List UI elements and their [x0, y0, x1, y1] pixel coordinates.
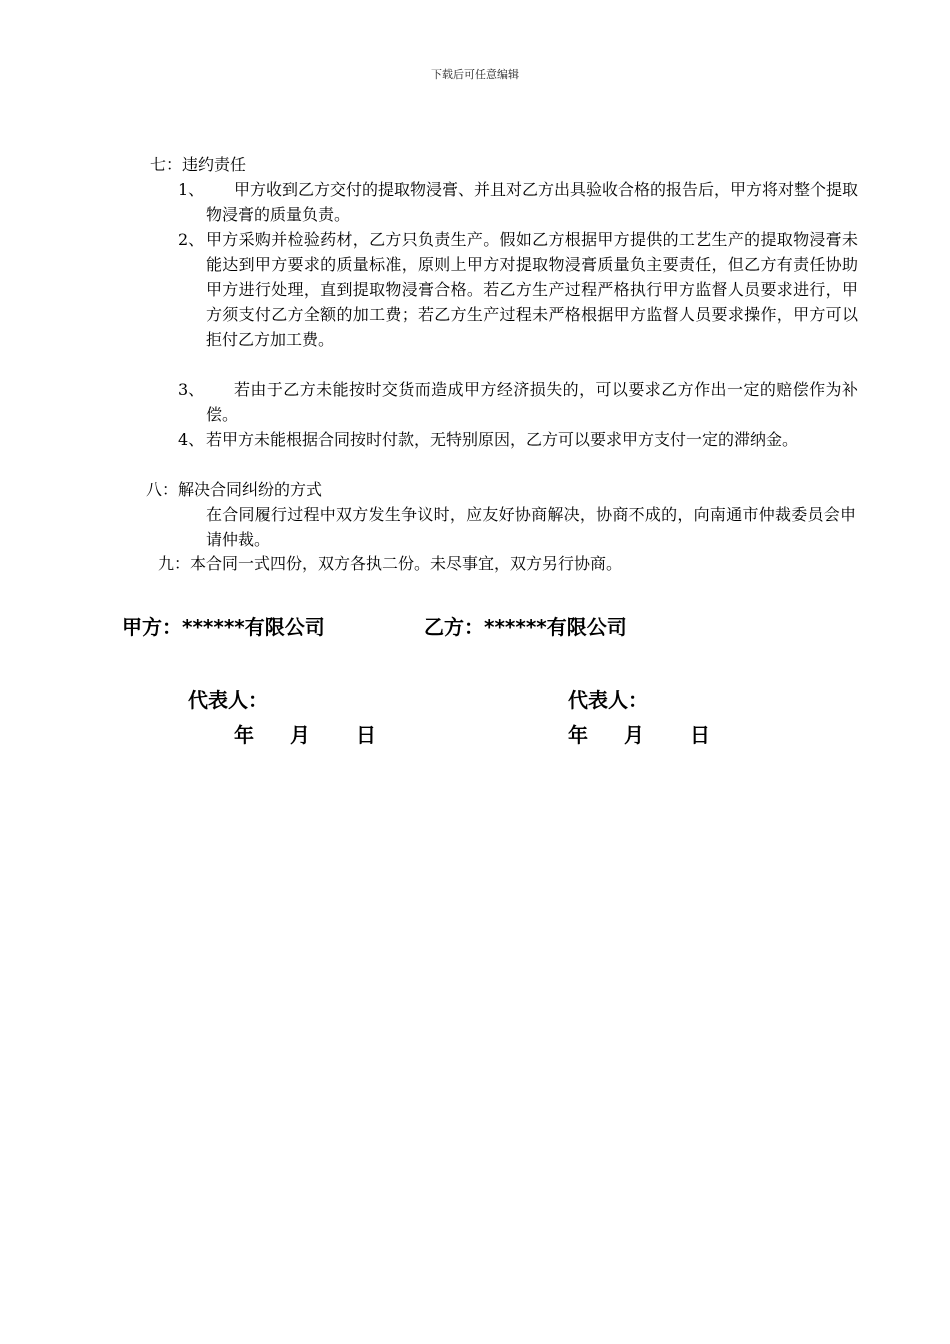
item-text: 若甲方未能根据合同按时付款，无特别原因，乙方可以要求甲方支付一定的滞纳金。	[206, 430, 799, 449]
date-month: 月	[624, 723, 644, 747]
party-a-date	[234, 719, 376, 748]
item-number: 2、	[178, 230, 205, 249]
party-b-name: 乙方：******有限公司	[424, 615, 627, 639]
section-8-heading: 八：解决合同纠纷的方式	[146, 480, 323, 499]
item-number: 4、	[178, 430, 205, 449]
party-b-representative: 代表人：	[568, 688, 648, 712]
item-text: 甲方采购并检验药材，乙方只负责生产。假如乙方根据甲方提供的工艺生产的提取物浸膏未能达到甲方要求的质量标准，原则上甲方对提取物浸膏质量负主要责任，但乙方有责任协助甲方进行处理，直到提取物浸膏合格。若乙方生产过程严格执行甲方监督人员要求进行，甲方须支付乙方全额的加工费；若乙方生产过程未严格根据甲方监督人员要求操作，甲方可以拒付乙方加工费。	[206, 230, 858, 349]
section-7-item-2	[178, 227, 858, 352]
date-month: 月	[290, 723, 310, 747]
party-a-representative: 代表人：	[188, 688, 268, 712]
date-year: 年	[568, 723, 588, 747]
section-7-item-4	[178, 427, 858, 452]
item-text: 若由于乙方未能按时交货而造成甲方经济损失的，可以要求乙方作出一定的赔偿作为补偿。	[206, 380, 858, 424]
item-number: 1、	[178, 180, 205, 199]
date-day: 日	[356, 723, 376, 747]
date-day: 日	[690, 723, 710, 747]
date-year: 年	[234, 723, 254, 747]
section-7-item-1	[178, 177, 858, 227]
section-7-item-3	[178, 377, 858, 427]
header-note: 下载后可任意编辑	[431, 68, 519, 81]
item-text: 甲方收到乙方交付的提取物浸膏、并且对乙方出具验收合格的报告后，甲方将对整个提取物浸膏的质量负责。	[206, 180, 859, 224]
item-number: 3、	[178, 380, 205, 399]
party-b-date	[568, 719, 710, 748]
section-9-text: 九：本合同一式四份，双方各执二份。未尽事宜，双方另行协商。	[158, 554, 623, 573]
party-a-name: 甲方：******有限公司	[122, 615, 325, 639]
section-8-text: 在合同履行过程中双方发生争议时，应友好协商解决，协商不成的，向南通市仲裁委员会申请仲裁。	[206, 505, 856, 549]
section-7-heading: 七：违约责任	[150, 155, 247, 174]
